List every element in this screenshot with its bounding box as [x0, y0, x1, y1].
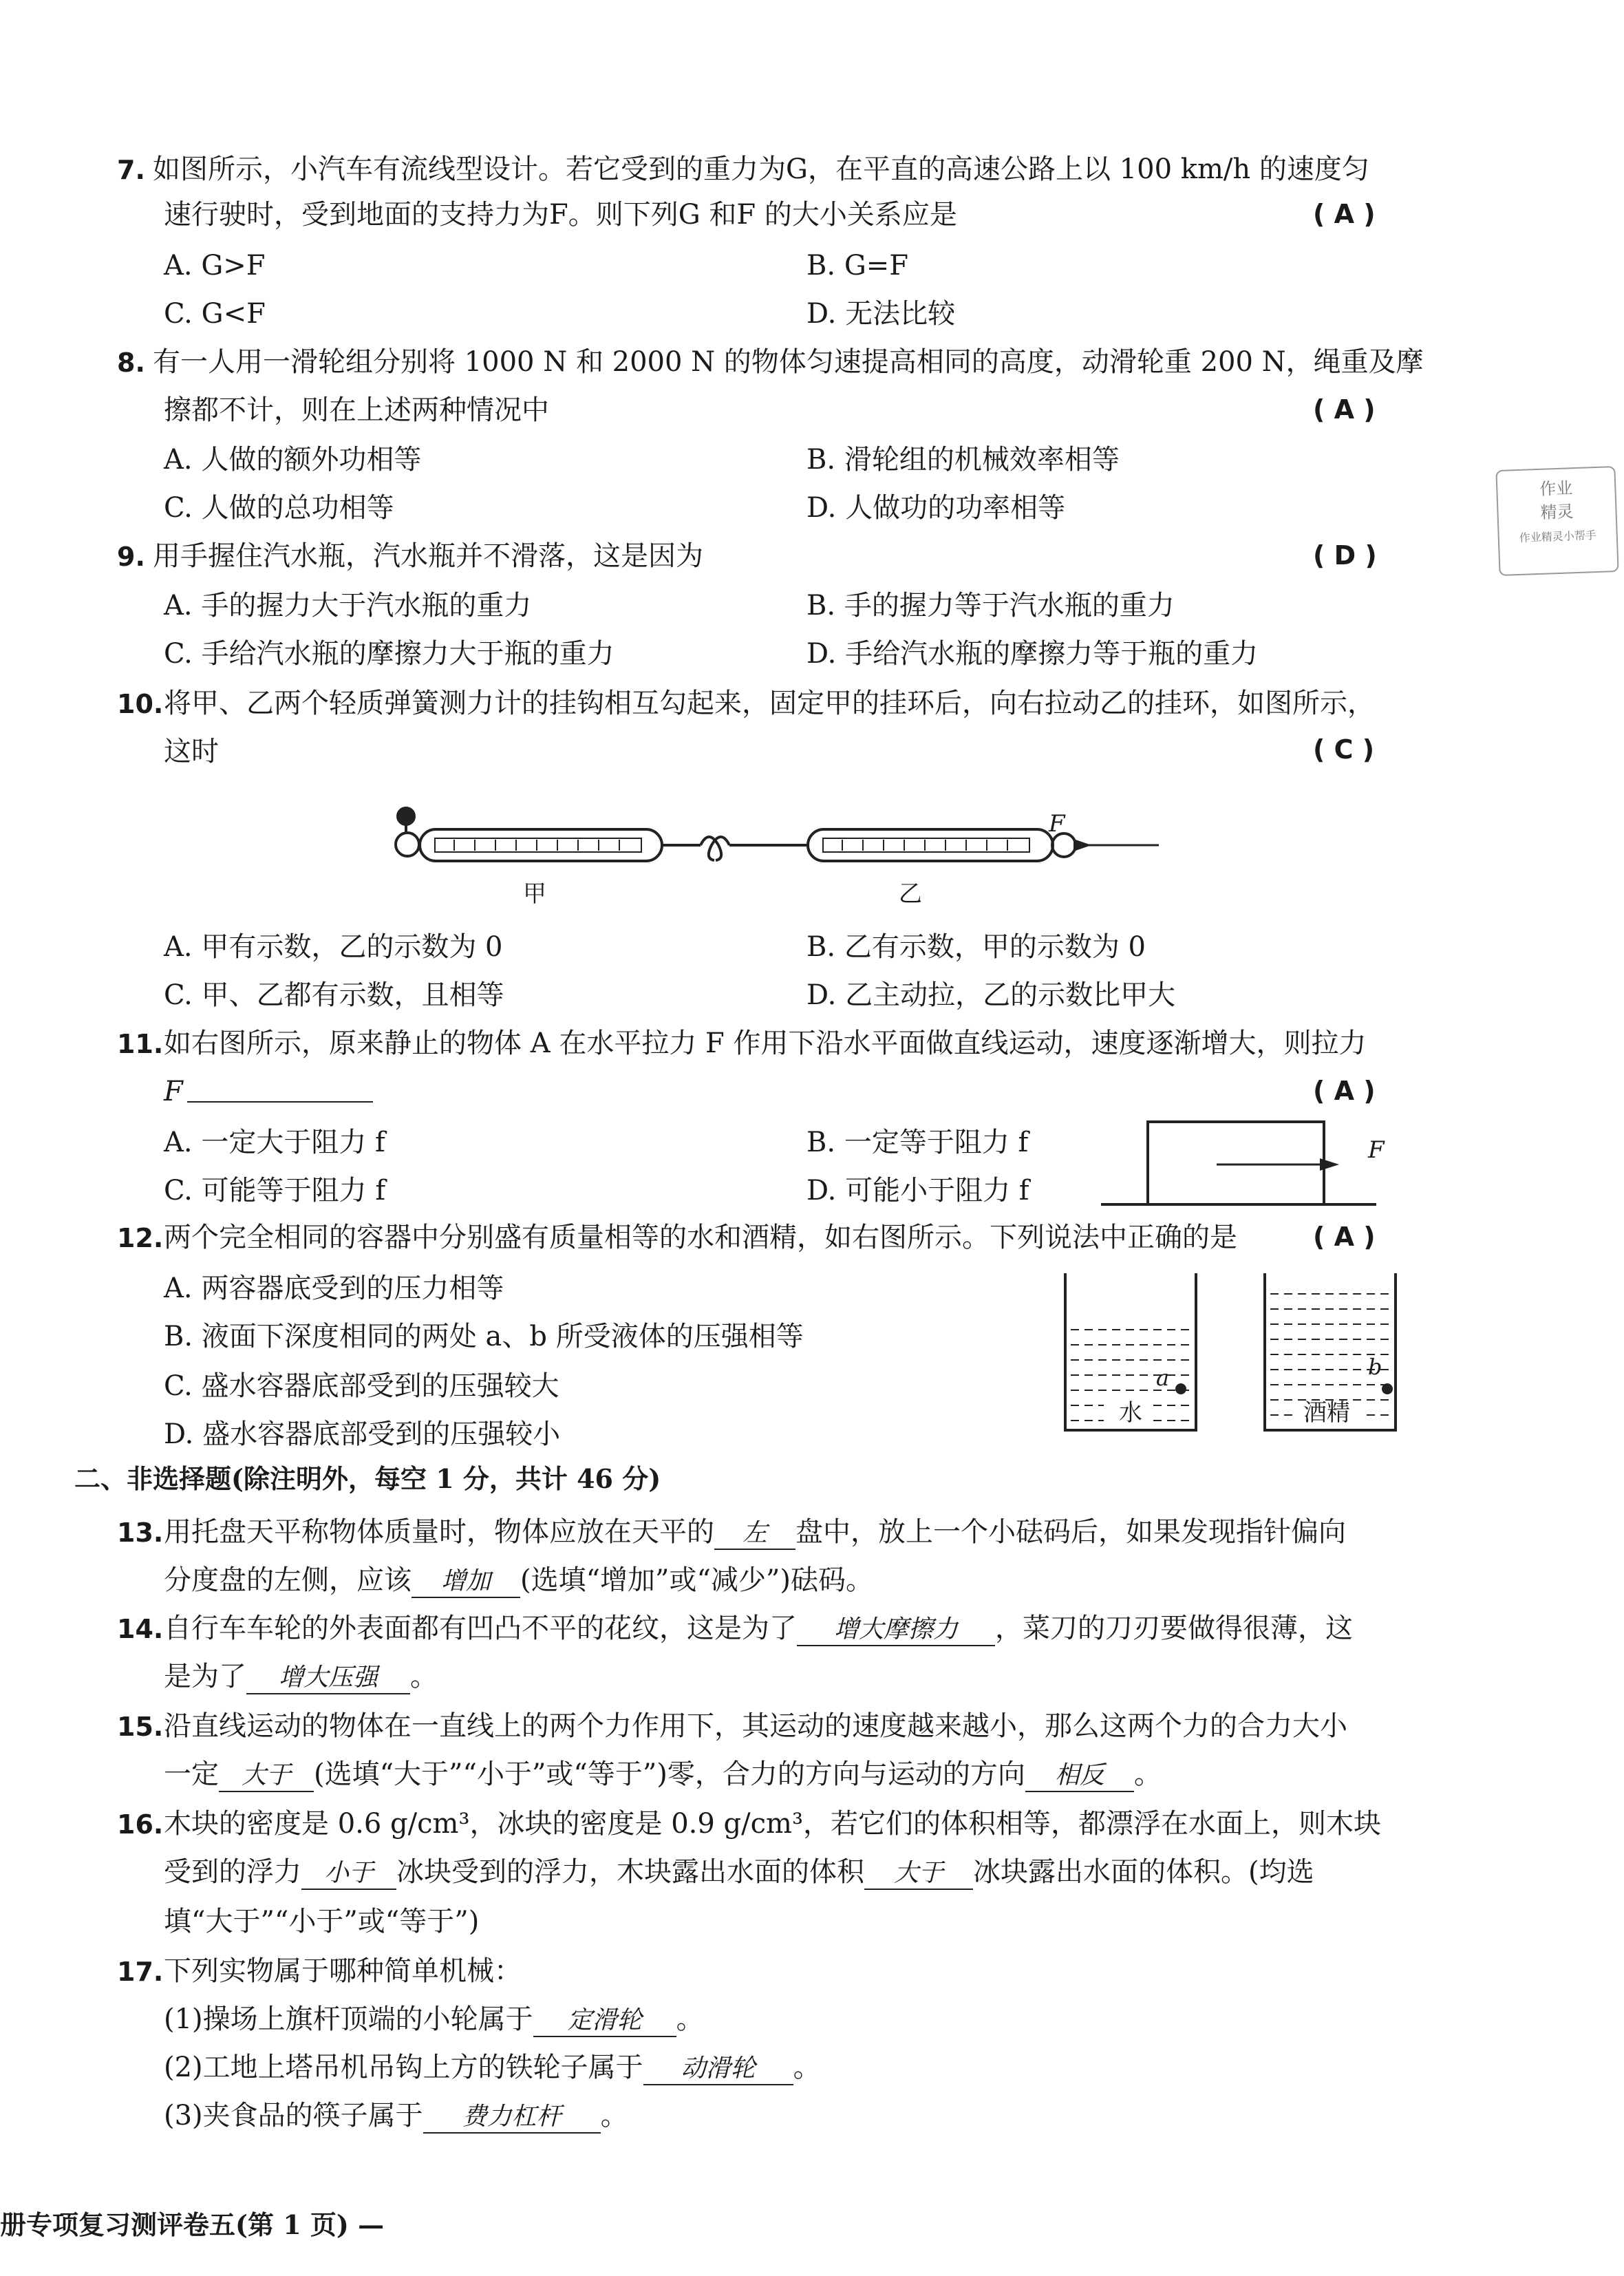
q13-blank-1: 左 — [714, 1520, 795, 1550]
q7-line1: 如图所示，小汽车有流线型设计。若它受到的重力为G，在平直的高速公路上以 100 km/h 的速度匀 — [153, 153, 1369, 185]
q12-answer: ( A ) — [1313, 1222, 1376, 1252]
spring-scales-force-label: F — [1049, 810, 1065, 838]
point-b-label: b — [1368, 1354, 1382, 1380]
q15-line2 — [164, 1758, 1162, 1792]
q12-line1: 两个完全相同的容器中分别盛有质量相等的水和酒精，如右图所示。下列说法中正确的是 — [164, 1222, 1237, 1253]
q16-line1: 木块的密度是 0.6 g/cm³，冰块的密度是 0.9 g/cm³，若它们的体积相等，都漂浮在水面上，则木块 — [164, 1808, 1381, 1840]
spring-scale-jia-label: 甲 — [523, 880, 546, 908]
q14-number: 14. — [117, 1614, 164, 1644]
q16-blank-1: 小于 — [301, 1860, 396, 1890]
q17-number: 17. — [117, 1957, 164, 1987]
q15-text-3: (选填“大于”“小于”或“等于”)零，合力的方向与运动的方向 — [314, 1758, 1025, 1790]
q17-blank-3: 费力杠杆 — [423, 2103, 601, 2134]
q9-number: 9. — [117, 542, 145, 572]
q14-line1 — [164, 1615, 1353, 1646]
stamp-line3: 作业精灵小帮手 — [1519, 529, 1597, 544]
q12-number: 12. — [117, 1223, 164, 1253]
q17-sub3-end: 。 — [600, 2100, 628, 2131]
q11-option-c: C. 可能等于阻力 f — [164, 1175, 386, 1206]
q11-line1: 如右图所示，原来静止的物体 A 在水平拉力 F 作用下沿水平面做直线运动，速度逐渐增大，则拉力 — [164, 1028, 1367, 1059]
block-force-label: F — [1368, 1136, 1385, 1164]
q17-sub2 — [164, 2054, 821, 2085]
q16-line3: 填“大于”“小于”或“等于”) — [164, 1906, 480, 1937]
q12-option-d: D. 盛水容器底部受到的压强较小 — [164, 1418, 561, 1450]
q14-text-2: ，菜刀的刀刃要做得很薄，这 — [995, 1613, 1353, 1644]
q8-option-c: C. 人做的总功相等 — [164, 492, 394, 524]
q11-line2: F — [164, 1076, 183, 1107]
q10-option-b: B. 乙有示数，甲的示数为 0 — [806, 931, 1146, 963]
q9-line1: 用手握住汽水瓶，汽水瓶并不滑落，这是因为 — [153, 540, 703, 572]
q8-line1: 有一人用一滑轮组分别将 1000 N 和 2000 N 的物体匀速提高相同的高度，动滑轮重 200 N，绳重及摩 — [153, 346, 1424, 378]
q11-answer-blank-line — [187, 1101, 373, 1103]
q10-answer: ( C ) — [1313, 734, 1375, 765]
q16-text-4: 冰块露出水面的体积。(均选 — [973, 1856, 1314, 1888]
q7-option-d: D. 无法比较 — [806, 298, 956, 330]
q7-number: 7. — [117, 155, 145, 185]
q13-text-4: (选填“增加”或“减少”)砝码。 — [520, 1564, 874, 1596]
q12-option-b: B. 液面下深度相同的两处 a、b 所受液体的压强相等 — [164, 1321, 804, 1352]
spring-scales-arrowhead — [1073, 839, 1091, 851]
watermark-stamp — [1495, 466, 1618, 576]
q7-line2: 速行驶时，受到地面的支持力为F。则下列G 和F 的大小关系应是 — [164, 199, 957, 231]
q15-line1: 沿直线运动的物体在一直线上的两个力作用下，其运动的速度越来越小，那么这两个力的合力大小 — [164, 1710, 1347, 1742]
q17-sub1-end: 。 — [676, 2003, 704, 2035]
q17-sub3 — [164, 2102, 628, 2134]
stamp-line2: 精灵 — [1540, 502, 1574, 522]
q8-number: 8. — [117, 348, 145, 378]
q12-option-a: A. 两容器底受到的压力相等 — [164, 1273, 504, 1304]
q17-sub2-end: 。 — [793, 2052, 821, 2083]
q10-line2: 这时 — [164, 736, 219, 767]
q8-answer: ( A ) — [1313, 394, 1376, 425]
q14-line2 — [164, 1663, 438, 1694]
page-footer: 册专项复习测评卷五(第 1 页) — — [0, 2209, 385, 2240]
q9-option-b: B. 手的握力等于汽水瓶的重力 — [806, 590, 1175, 621]
q17-line1: 下列实物属于哪种简单机械： — [164, 1955, 522, 1987]
q9-option-d: D. 手给汽水瓶的摩擦力等于瓶的重力 — [806, 638, 1259, 670]
q16-number: 16. — [117, 1809, 164, 1840]
q12-option-c: C. 盛水容器底部受到的压强较大 — [164, 1370, 559, 1402]
q10-option-c: C. 甲、乙都有示数，且相等 — [164, 979, 504, 1011]
q8-option-a: A. 人做的额外功相等 — [164, 444, 422, 476]
q7-answer: ( A ) — [1313, 199, 1376, 229]
q9-option-c: C. 手给汽水瓶的摩擦力大于瓶的重力 — [164, 638, 615, 670]
point-a-label: a — [1156, 1365, 1170, 1391]
q15-text-2: 一定 — [164, 1758, 219, 1790]
q14-text-4: 。 — [410, 1661, 438, 1692]
section-2-heading: 二、非选择题(除注明外，每空 1 分，共计 46 分) — [74, 1463, 661, 1494]
q17-blank-1: 定滑轮 — [533, 2007, 676, 2037]
q16-text-3: 冰块受到的浮力，木块露出水面的体积 — [396, 1856, 864, 1888]
q8-line2: 擦都不计，则在上述两种情况中 — [164, 394, 549, 426]
q15-blank-1: 大于 — [219, 1762, 314, 1792]
q13-blank-2: 增加 — [412, 1568, 520, 1598]
q13-text-2: 盘中，放上一个小砝码后，如果发现指针偏向 — [795, 1516, 1346, 1548]
q7-option-b: B. G=F — [806, 250, 909, 281]
alcohol-label: 酒精 — [1303, 1399, 1350, 1427]
q11-answer: ( A ) — [1313, 1076, 1376, 1106]
q17-sub1-text: (1)操场上旗杆顶端的小轮属于 — [164, 2003, 533, 2035]
q13-text-1: 用托盘天平称物体质量时，物体应放在天平的 — [164, 1516, 714, 1548]
q11-number: 11. — [117, 1029, 164, 1059]
q17-sub1 — [164, 2003, 704, 2037]
block-on-surface-figure — [1101, 1119, 1376, 1209]
q14-text-1: 自行车车轮的外表面都有凹凸不平的花纹，这是为了 — [164, 1613, 797, 1644]
q14-blank-1: 增大摩擦力 — [797, 1616, 995, 1646]
q10-line1: 将甲、乙两个轻质弹簧测力计的挂钩相互勾起来，固定甲的挂环后，向右拉动乙的挂环，如图所示， — [164, 688, 1375, 719]
q9-option-a: A. 手的握力大于汽水瓶的重力 — [164, 590, 532, 621]
q7-option-c: C. G<F — [164, 298, 266, 330]
q16-blank-2: 大于 — [864, 1860, 973, 1890]
q17-blank-2: 动滑轮 — [643, 2055, 793, 2085]
water-label: 水 — [1119, 1399, 1142, 1427]
q16-line2 — [164, 1858, 1314, 1890]
spring-scale-yi-label: 乙 — [899, 880, 922, 908]
q11-option-a: A. 一定大于阻力 f — [164, 1127, 385, 1158]
q14-blank-2: 增大压强 — [246, 1664, 410, 1694]
q17-sub2-text: (2)工地上塔吊机吊钩上方的铁轮子属于 — [164, 2052, 643, 2083]
q13-text-3: 分度盘的左侧，应该 — [164, 1564, 412, 1596]
q16-text-2: 受到的浮力 — [164, 1856, 301, 1888]
q15-text-4: 。 — [1133, 1758, 1162, 1790]
q13-line2 — [164, 1566, 873, 1598]
q17-sub3-text: (3)夹食品的筷子属于 — [164, 2100, 423, 2131]
stamp-line1: 作业 — [1539, 478, 1573, 499]
q8-option-b: B. 滑轮组的机械效率相等 — [806, 444, 1120, 476]
q10-option-d: D. 乙主动拉，乙的示数比甲大 — [806, 979, 1176, 1011]
spring-scales-figure — [385, 805, 1101, 908]
q15-number: 15. — [117, 1712, 164, 1742]
q11-option-b: B. 一定等于阻力 f — [806, 1127, 1029, 1158]
q13-line1 — [164, 1518, 1346, 1550]
q10-option-a: A. 甲有示数，乙的示数为 0 — [164, 931, 503, 963]
q11-option-d: D. 可能小于阻力 f — [806, 1175, 1029, 1206]
q8-option-d: D. 人做功的功率相等 — [806, 492, 1066, 524]
q10-number: 10. — [117, 689, 164, 719]
q9-answer: ( D ) — [1313, 540, 1377, 571]
q15-blank-2: 相反 — [1025, 1762, 1134, 1792]
q13-number: 13. — [117, 1518, 164, 1548]
q7-option-a: A. G>F — [164, 250, 266, 281]
q14-text-3: 是为了 — [164, 1661, 246, 1692]
